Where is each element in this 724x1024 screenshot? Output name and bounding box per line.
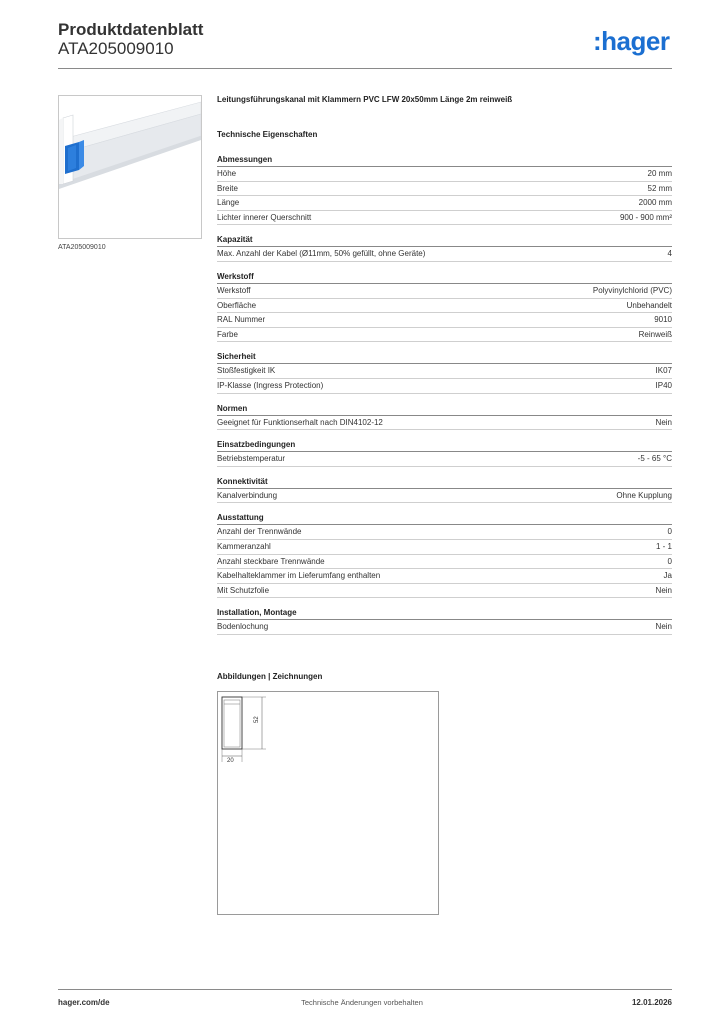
property-row	[217, 540, 672, 555]
property-value: -5 - 65 °C	[637, 454, 672, 464]
property-value: Reinweiß	[638, 329, 672, 339]
technical-properties	[217, 155, 672, 645]
property-value: 2000 mm	[638, 198, 672, 208]
section	[217, 608, 672, 635]
property-label: Farbe	[217, 329, 238, 339]
property-label: Kanalverbindung	[217, 490, 278, 500]
hager-logo: :hager	[593, 26, 670, 56]
section	[217, 477, 672, 504]
section	[217, 513, 672, 598]
property-value: Ja	[663, 571, 672, 581]
property-value: Unbehandelt	[626, 300, 672, 310]
property-value: Ohne Kupplung	[616, 490, 672, 500]
cable-duct-illustration	[59, 96, 201, 238]
property-row	[217, 525, 672, 540]
property-label: Werkstoff	[217, 285, 251, 295]
property-value: 20 mm	[647, 169, 672, 178]
footer-divider	[58, 989, 672, 990]
section-title: Werkstoff	[217, 272, 672, 284]
product-details	[217, 95, 672, 632]
drawing-box	[217, 691, 439, 915]
property-value: IK07	[655, 366, 672, 376]
property-row	[217, 182, 672, 197]
footer-note: Technische Änderungen vorbehalten	[301, 998, 423, 1007]
property-label: Kabelhalteklammer im Lieferumfang enthalten	[217, 571, 381, 581]
property-label: Lichter innerer Querschnitt	[217, 212, 312, 222]
section-title: Ausstattung	[217, 513, 672, 525]
property-value: 1 - 1	[655, 541, 672, 551]
section-title: Kapazität	[217, 235, 672, 247]
footer-website[interactable]: hager.com/de	[58, 998, 110, 1007]
property-value: 0	[667, 527, 672, 537]
property-row	[217, 620, 672, 635]
property-value: Nein	[655, 585, 672, 595]
section-title: Normen	[217, 404, 672, 416]
property-value: 4	[667, 249, 672, 259]
property-row	[217, 364, 672, 379]
dimension-width-label: 20	[227, 758, 234, 764]
property-label: Max. Anzahl der Kabel (Ø11mm, 50% gefüllt, ohne Geräte)	[217, 249, 426, 259]
property-label: Oberfläche	[217, 300, 257, 310]
section	[217, 440, 672, 467]
property-row	[217, 555, 672, 570]
property-row	[217, 247, 672, 262]
product-description: Leitungsführungskanal mit Klammern PVC LFW 20x50mm Länge 2m reinweiß	[217, 95, 513, 104]
property-value: 900 - 900 mm²	[619, 212, 672, 222]
property-value: Nein	[655, 417, 672, 427]
header-title: Produktdatenblatt	[58, 20, 204, 39]
property-label: Breite	[217, 183, 238, 193]
property-label: Kammeranzahl	[217, 541, 271, 551]
property-value: 0	[667, 556, 672, 566]
section-title: Konnektivität	[217, 477, 672, 489]
property-value: Nein	[655, 622, 672, 632]
property-label: Länge	[217, 198, 240, 208]
property-label: Anzahl steckbare Trennwände	[217, 556, 325, 566]
property-label: Anzahl der Trennwände	[217, 527, 302, 537]
property-label: Stoßfestigkeit IK	[217, 366, 276, 376]
property-value: 52 mm	[647, 183, 672, 193]
section-title: Einsatzbedingungen	[217, 440, 672, 452]
property-row	[217, 167, 672, 182]
property-row	[217, 196, 672, 211]
property-label: Mit Schutzfolie	[217, 585, 270, 595]
property-label: Höhe	[217, 169, 237, 178]
technical-properties-heading: Technische Eigenschaften	[217, 130, 318, 139]
section	[217, 404, 672, 431]
dimension-height-label: 52	[254, 716, 260, 723]
header-divider	[58, 68, 672, 69]
section-title: Sicherheit	[217, 352, 672, 364]
property-row	[217, 584, 672, 599]
property-row	[217, 489, 672, 504]
property-label: Bodenlochung	[217, 622, 269, 632]
property-row	[217, 569, 672, 584]
product-image	[58, 95, 202, 239]
drawings-heading: Abbildungen | Zeichnungen	[217, 672, 323, 681]
property-row	[217, 452, 672, 467]
property-label: Geeignet für Funktionserhalt nach DIN4102-12	[217, 417, 383, 427]
property-row	[217, 313, 672, 328]
section-title: Installation, Montage	[217, 608, 672, 620]
section	[217, 272, 672, 342]
property-label: Betriebstemperatur	[217, 454, 286, 464]
property-label: IP-Klasse (Ingress Protection)	[217, 380, 324, 390]
section	[217, 235, 672, 262]
section	[217, 155, 672, 225]
property-value: Polyvinylchlorid (PVC)	[592, 285, 672, 295]
footer-date: 12.01.2026	[631, 998, 672, 1007]
property-value: 9010	[654, 315, 672, 325]
property-value: IP40	[655, 380, 672, 390]
property-row	[217, 211, 672, 226]
product-image-caption: ATA205009010	[58, 244, 106, 251]
property-row	[217, 379, 672, 394]
property-row	[217, 299, 672, 314]
property-row	[217, 328, 672, 343]
property-label: RAL Nummer	[217, 315, 266, 325]
cross-section-drawing	[218, 692, 438, 914]
property-row	[217, 416, 672, 431]
section-title: Abmessungen	[217, 155, 672, 167]
section	[217, 352, 672, 393]
article-id: ATA205009010	[58, 39, 174, 58]
property-row	[217, 284, 672, 299]
